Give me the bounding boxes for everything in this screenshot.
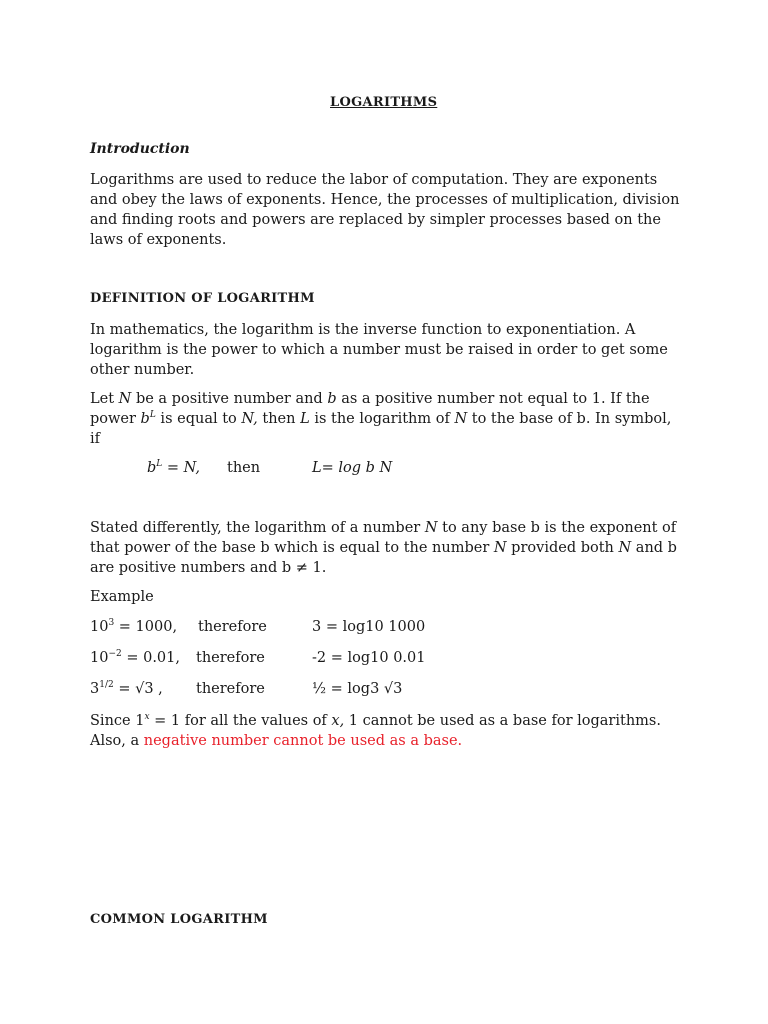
text-run: = 1000, [114,619,178,635]
def-line: In mathematics, the logarithm is the inverse function to exponentiation. A [90,322,636,338]
since-line-2 [90,731,680,751]
var-b: b [147,460,157,476]
text-run: 3 [90,681,100,697]
def3-line-2 [90,538,680,558]
var-N: N [118,391,132,407]
example-3-left [90,681,163,697]
text-run: = 1 for all the values of [149,713,332,729]
text-run: 10 [90,619,109,635]
text-run: 1 cannot be used as a base for logarithms. [344,713,661,729]
definition-paragraph-2 [90,389,680,449]
page-title: LOGARITHMS [330,95,438,110]
example-3-right: ½ = log3 √3 [312,681,403,697]
var-b: b [140,411,150,427]
text-run: to any base b is the exponent of [437,520,677,536]
text-run: Since 1 [90,713,145,729]
definition-heading: DEFINITION OF LOGARITHM [90,291,315,306]
var-b: b [327,391,337,407]
intro-line: laws of exponents. [90,232,227,248]
intro-line: Logarithms are used to reduce the labor of computation. They are exponents [90,172,658,188]
text-run: power [90,411,141,427]
intro-heading: Introduction [90,141,190,157]
example-1-left [90,619,177,635]
since-line-1 [90,711,680,731]
formula-right: L= log b N [312,460,393,476]
example-3-therefore: therefore [196,681,265,697]
var-L: L [300,411,310,427]
example-2-left [90,650,180,666]
text-run: Also, a [90,733,144,749]
text-run: Let [90,391,119,407]
example-label: Example [90,589,154,605]
formula-left [147,460,200,476]
intro-line: and finding roots and powers are replaced by simpler processes based on the [90,212,661,228]
exponent: 3 [108,618,115,628]
var-N: N [618,540,632,556]
exponent: −2 [108,649,122,659]
def2-line-1 [90,389,680,409]
exponent: 1/2 [99,680,114,690]
intro-paragraph [90,170,680,250]
text-run: is equal to [155,411,242,427]
var-N: N [493,540,507,556]
common-log-heading: COMMON LOGARITHM [90,912,268,927]
text-run: is the logarithm of [309,411,455,427]
definition-paragraph-1 [90,320,680,380]
example-2-right: -2 = log10 0.01 [312,650,426,666]
def2-line-2 [90,409,680,429]
text-run: = √3 , [113,681,163,697]
intro-line: and obey the laws of exponents. Hence, the processes of multiplication, division [90,192,680,208]
text-run: Stated differently, the logarithm of a number [90,520,425,536]
example-1-right: 3 = log10 1000 [312,619,426,635]
formula-rest: = N, [162,460,201,476]
def-line: other number. [90,362,195,378]
var-x: x, [331,713,345,729]
def3-line-3: are positive numbers and b ≠ 1. [90,560,327,576]
example-1-therefore: therefore [198,619,267,635]
text-run: that power of the base b which is equal to the number [90,540,494,556]
text-run: provided both [506,540,619,556]
definition-paragraph-3 [90,518,680,578]
text-run: = 0.01, [121,650,180,666]
text-run: to the base of b. In symbol, [467,411,672,427]
highlighted-text: negative number cannot be used as a base. [143,733,463,749]
text-run: 10 [90,650,109,666]
text-run: be a positive number and [131,391,328,407]
exponent-L: L [149,410,156,420]
var-N: N, [241,411,258,427]
since-paragraph [90,711,680,751]
var-N: N [424,520,438,536]
text-run: as a positive number not equal to 1. If the [336,391,650,407]
def-line: logarithm is the power to which a number must be raised in order to get some [90,342,668,358]
example-2-therefore: therefore [196,650,265,666]
text-run: and b [631,540,677,556]
def2-line-3: if [90,431,101,447]
def3-line-1 [90,518,680,538]
exponent-x: x [144,712,150,722]
var-N: N [454,411,468,427]
formula-then: then [227,460,261,476]
text-run: then [257,411,301,427]
exponent-L: L [156,459,163,469]
